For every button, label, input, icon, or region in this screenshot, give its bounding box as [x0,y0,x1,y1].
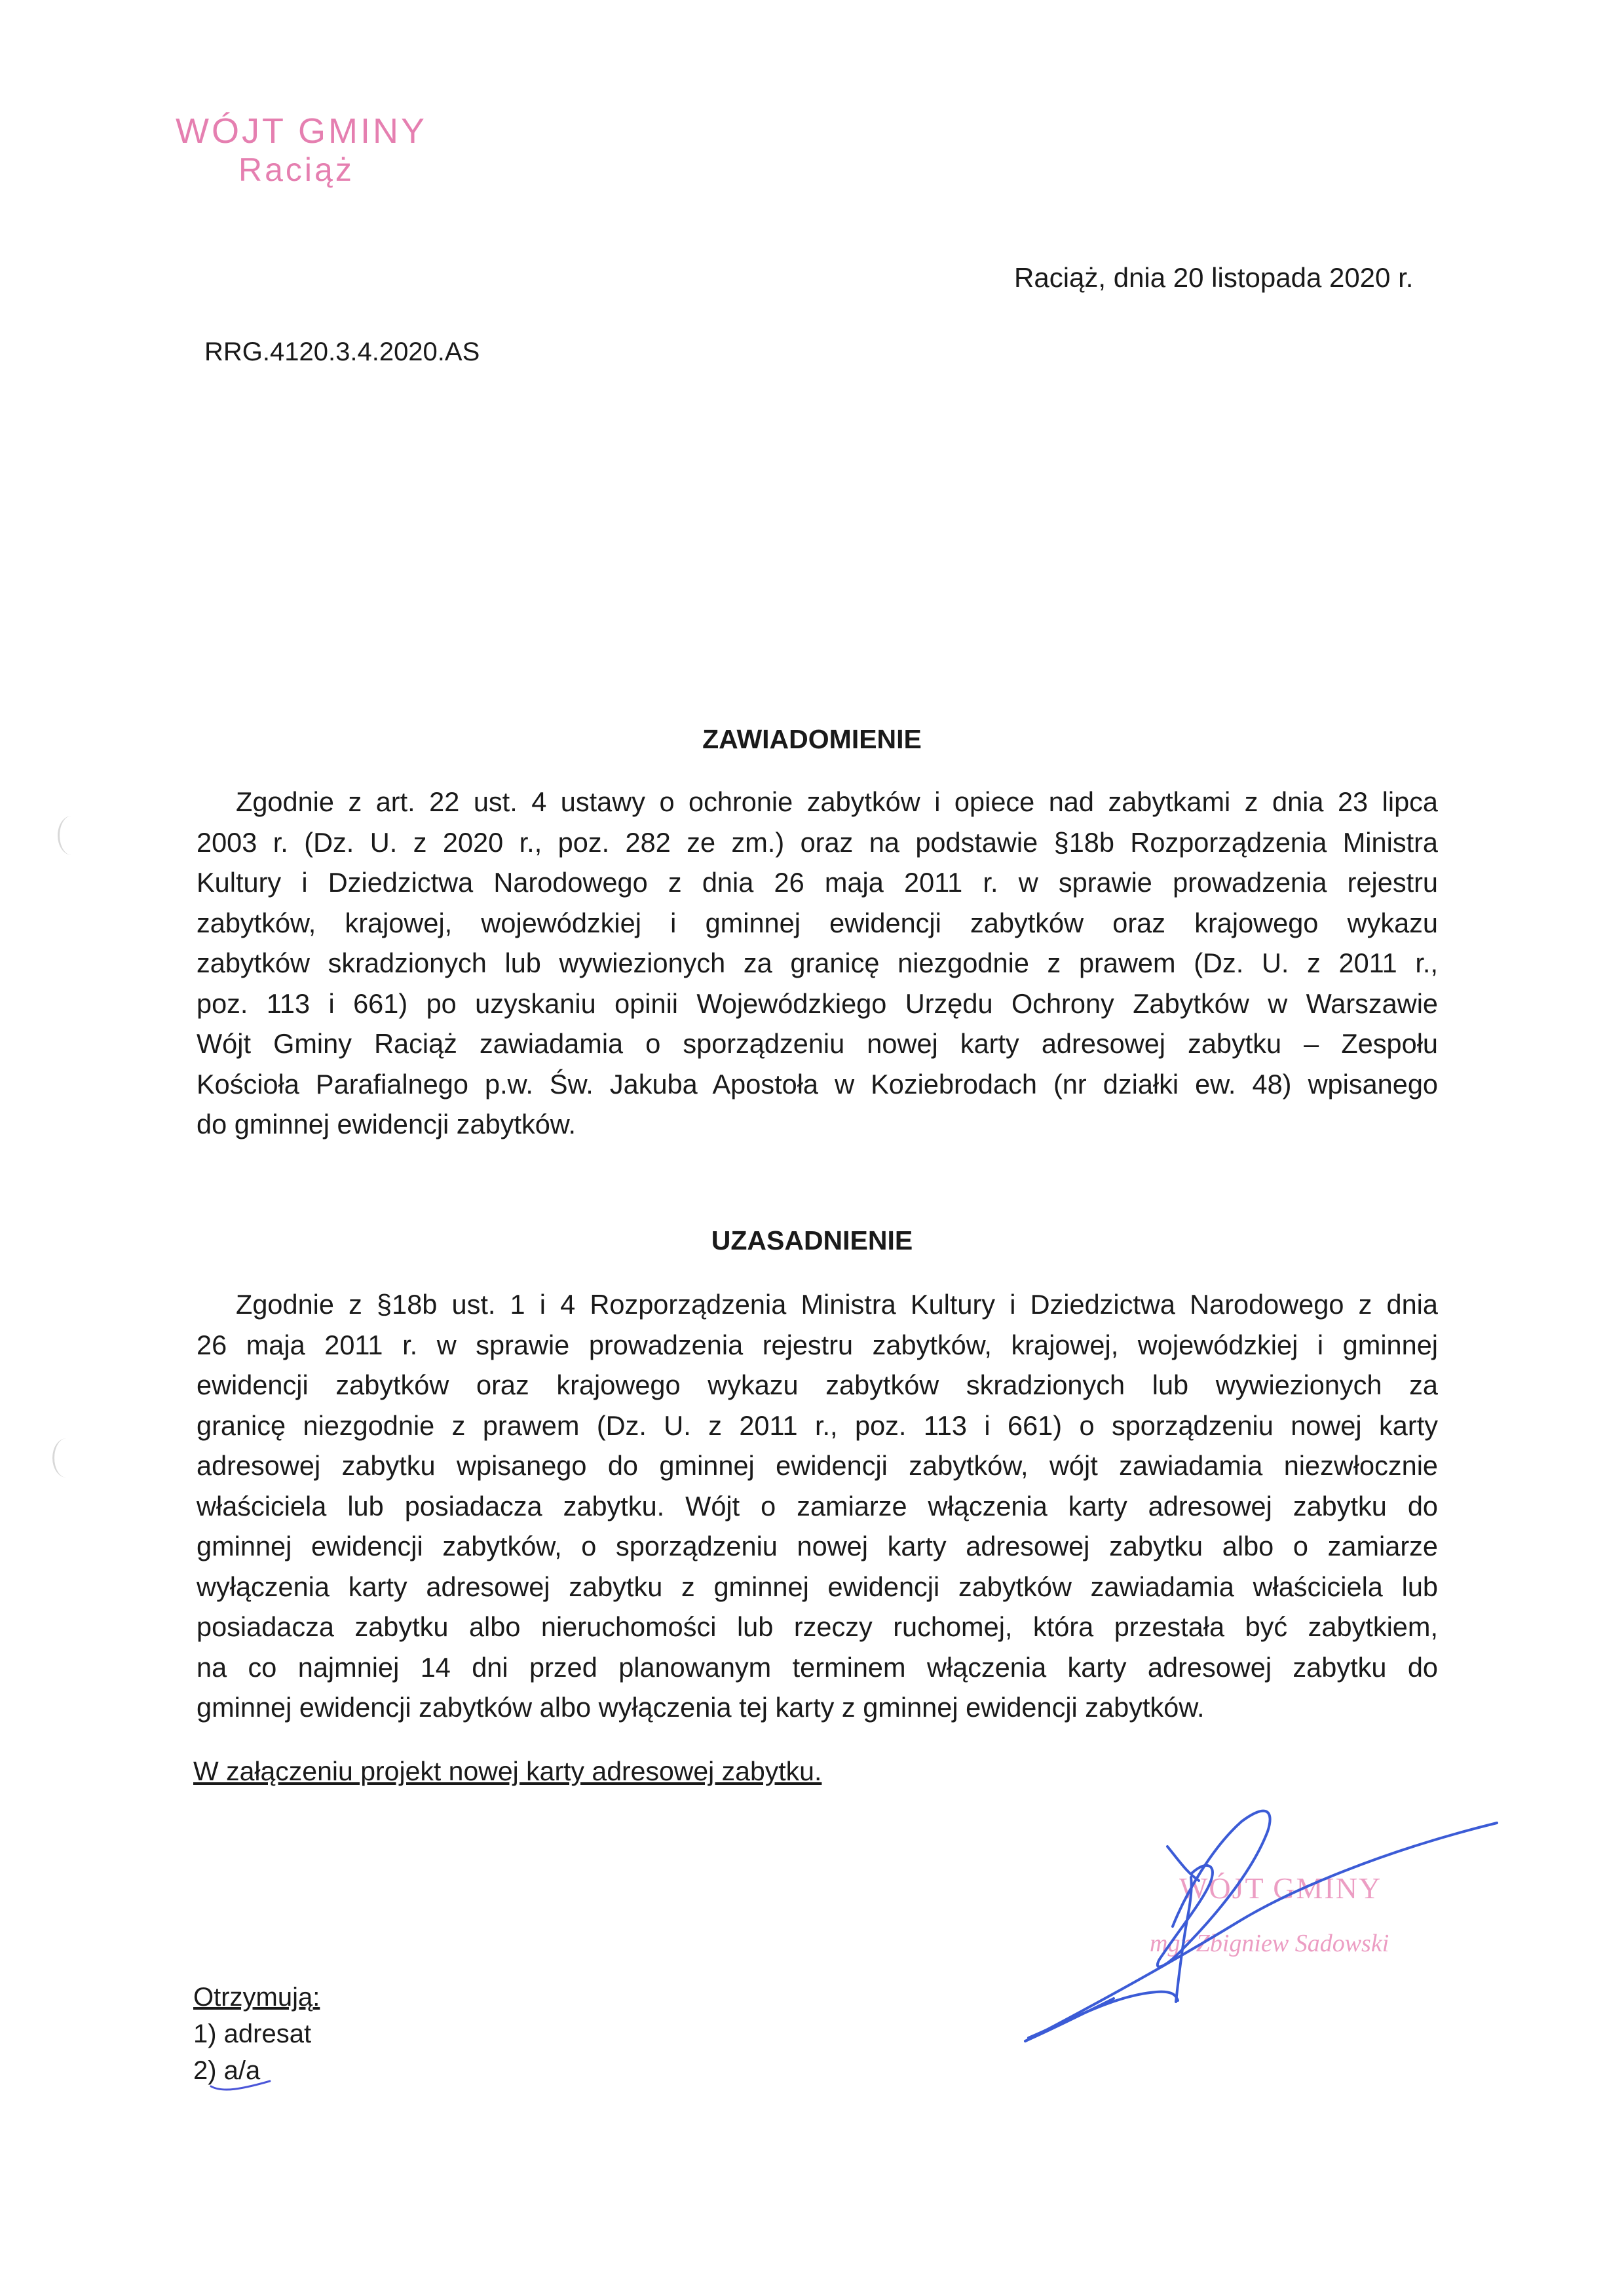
section-heading-notice: ZAWIADOMIENIE [702,724,922,754]
recipients-header: Otrzymują: [193,1983,320,2012]
paragraph-line: ewidencji zabytków oraz krajowego wykazu zabytków skradzionych lub wywiezionych za [197,1369,1438,1400]
paragraph-line: Zgodnie z §18b ust. 1 i 4 Rozporządzenia Ministra Kultury i Dziedzictwa Narodowego z dnia [236,1289,1438,1320]
stamp-place: Raciąż [238,151,354,188]
signature-stamp-name: mgr Zbigniew Sadowski [1150,1930,1389,1957]
paragraph-line: adresowej zabytku wpisanego do gminnej ewidencji zabytków, wójt zawiadamia niezwłocznie [197,1450,1438,1481]
paragraph-line: gminnej ewidencji zabytków albo wyłączenia tej karty z gminnej ewidencji zabytków. [197,1692,1205,1723]
paragraph-line: posiadacza zabytku albo nieruchomości lub rzeczy ruchomej, która przestała być zabytkiem, [197,1611,1438,1642]
paragraph-line: zabytków, krajowej, wojewódzkiej i gminnej ewidencji zabytków oraz krajowego wykazu [197,907,1438,938]
recipient-item: 2) a/a [193,2056,261,2085]
paragraph-line: 26 maja 2011 r. w sprawie prowadzenia rejestru zabytków, krajowej, wojewódzkiej i gminnej [197,1329,1438,1360]
paragraph-line: zabytków skradzionych lub wywiezionych za granicę niezgodnie z prawem (Dz. U. z 2011 r., [197,947,1438,978]
paragraph-line: poz. 113 i 661) po uzyskaniu opinii Wojewódzkiego Urzędu Ochrony Zabytków w Warszawie [197,987,1438,1019]
place-date: Raciąż, dnia 20 listopada 2020 r. [1014,262,1414,293]
paragraph-line: Zgodnie z art. 22 ust. 4 ustawy o ochronie zabytków i opiece nad zabytkami z dnia 23 lipca [236,786,1438,817]
reference-number: RRG.4120.3.4.2020.AS [204,337,480,366]
handwritten-signature-icon [1015,1795,1539,2057]
margin-punch-mark [52,1438,81,1478]
attachment-note: W załączeniu projekt nowej karty adresowej zabytku. [193,1756,822,1786]
paragraph-line: 2003 r. (Dz. U. z 2020 r., poz. 282 ze zm.) oraz na podstawie §18b Rozporządzenia Ministra [197,826,1438,858]
header-stamp [176,111,427,189]
handwritten-underline-icon [210,2078,275,2098]
stamp-title: WÓJT GMINY [176,111,427,151]
recipients-list [193,1979,320,2089]
notice-paragraph [197,782,1438,1145]
paragraph-line: Wójt Gminy Raciąż zawiadamia o sporządzeniu nowej karty adresowej zabytku – Zespołu [197,1028,1438,1059]
paragraph-line: wyłączenia karty adresowej zabytku z gminnej ewidencji zabytków zawiadamia właściciela lub [197,1571,1438,1602]
paragraph-line: Kultury i Dziedzictwa Narodowego z dnia 26 maja 2011 r. w sprawie prowadzenia rejestru [197,867,1438,898]
paragraph-line: Kościoła Parafialnego p.w. Św. Jakuba Apostoła w Koziebrodach (nr działki ew. 48) wpisanego [197,1068,1438,1100]
justification-paragraph [197,1284,1438,1728]
paragraph-line: na co najmniej 14 dni przed planowanym terminem włączenia karty adresowej zabytku do [197,1651,1438,1683]
signature-stamp-title: WÓJT GMINY [1179,1871,1382,1905]
paragraph-line: granicę niezgodnie z prawem (Dz. U. z 2011 r., poz. 113 i 661) o sporządzeniu nowej karty [197,1409,1438,1441]
margin-punch-mark [58,816,86,855]
paragraph-line: gminnej ewidencji zabytków, o sporządzeniu nowej karty adresowej zabytku albo o zamiarze [197,1531,1438,1561]
paragraph-line: właściciela lub posiadacza zabytku. Wójt o zamiarze włączenia karty adresowej zabytku do [197,1490,1438,1521]
paragraph-line: do gminnej ewidencji zabytków. [197,1109,576,1139]
recipient-item: 1) adresat [193,2019,312,2048]
section-heading-justification: UZASADNIENIE [711,1225,913,1255]
